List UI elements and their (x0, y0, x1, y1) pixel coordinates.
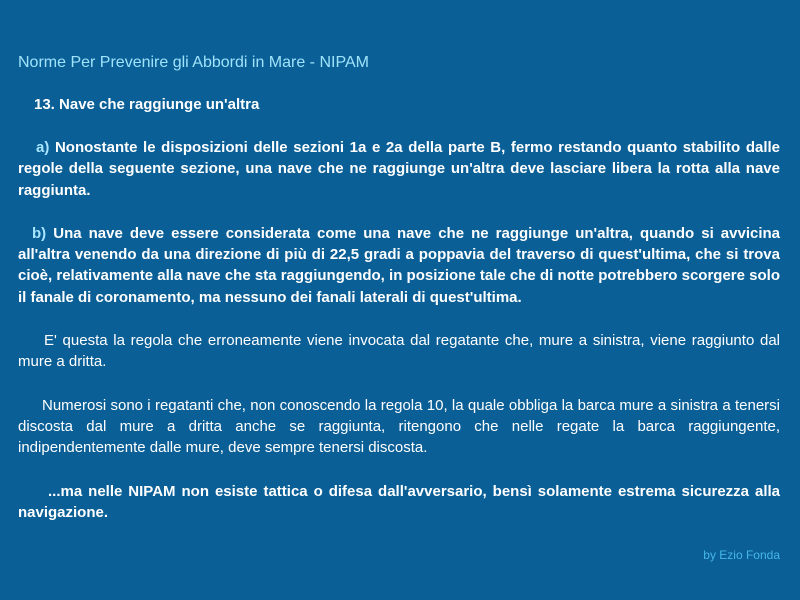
paragraph-b-text: Una nave deve essere considerata come una nave che ne raggiunge un'altra, quando si avvicina all'altra venendo da una direzione di più di 22,5 gradi a poppavia del traverso di quest'ultima, che si trova cioè, relativamente alla nave che sta raggiungendo, in posizione tale che di notte potrebbero scorgere solo il fanale di coronamento, ma nessuno dei fanali laterali di quest'ultima. (18, 224, 780, 306)
author-credit: by Ezio Fonda (703, 548, 780, 562)
paragraph-a-text: Nonostante le disposizioni delle sezioni 1a e 2a della parte B, fermo restando quanto stabilito dalle regole della seguente sezione, una nave che ne raggiunge un'altra deve lasciare libera la rotta alla nave raggiunta. (18, 139, 780, 199)
slide-content (18, 53, 780, 523)
comment-paragraph-2: Numerosi sono i regatanti che, non conoscendo la regola 10, la quale obbliga la barca mure a sinistra a tenersi discosta dal mure a dritta anche se raggiunta, ritengono che nelle regate la barca raggiungente, indipendentemente dalle mure, deve sempre tenersi discosta. (18, 396, 780, 457)
paragraph-b-letter: b) (32, 224, 47, 242)
conclusion-paragraph: ...ma nelle NIPAM non esiste tattica o difesa dall'avversario, bensì solamente estrema sicurezza alla navigazione. (18, 482, 780, 521)
page-title: Norme Per Prevenire gli Abbordi in Mare - NIPAM (18, 54, 369, 71)
comment-paragraph-1: E' questa la regola che erroneamente viene invocata dal regatante che, mure a sinistra, viene raggiunto dal mure a dritta. (18, 332, 780, 371)
paragraph-a (18, 137, 780, 201)
paragraph-a-letter: a) (36, 139, 50, 156)
paragraph-b (18, 223, 780, 308)
rule-heading: 13. Nave che raggiunge un'altra (34, 96, 260, 113)
